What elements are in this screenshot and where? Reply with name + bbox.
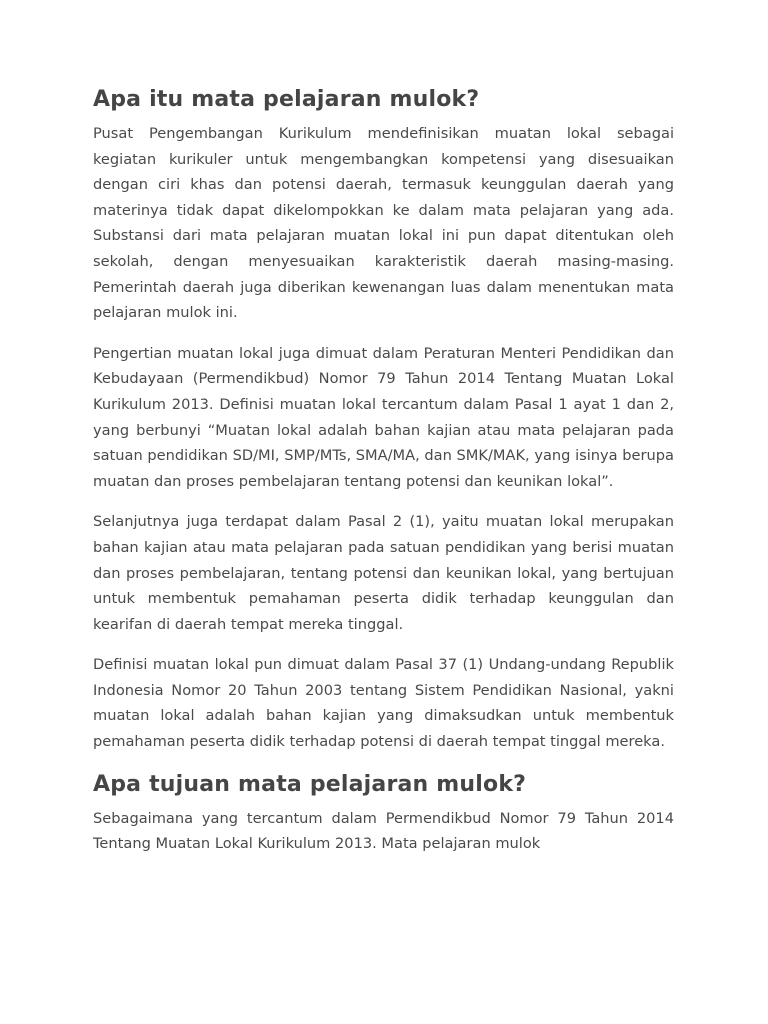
paragraph-definition-3: Selanjutnya juga terdapat dalam Pasal 2 (1), yaitu muatan lokal merupakan bahan kajian atau mata pelajaran pada satuan pendidikan yang berisi muatan dan proses pembelajaran, tentang potensi dan keunikan lokal, yang bertujuan untuk membentuk pemahaman peserta didik terhadap keunggulan dan kearifan di daerah tempat mereka tinggal.: [93, 513, 674, 633]
paragraph-definition-1: Pusat Pengembangan Kurikulum mendefinisikan muatan lokal sebagai kegiatan kurikuler untuk mengembangkan kompetensi yang disesuaikan dengan ciri khas dan potensi daerah, termasuk keunggulan daerah yang materinya tidak dapat dikelompokkan ke dalam mata pelajaran yang ada. Substansi dari mata pelajaran muatan lokal ini pun dapat ditentukan oleh sekolah, dengan menyesuaikan karakteristik daerah masing-masing. Pemerintah daerah juga diberikan kewenangan luas dalam menentukan mata pelajaran mulok ini.: [93, 125, 674, 322]
paragraph-purpose-1: Sebagaimana yang tercantum dalam Permendikbud Nomor 79 Tahun 2014 Tentang Muatan Lokal Kurikulum 2013. Mata pelajaran mulok: [93, 809, 674, 853]
document-page: [93, 85, 674, 857]
section-heading-definition: Apa itu mata pelajaran mulok?: [93, 87, 480, 112]
paragraph-definition-4: Definisi muatan lokal pun dimuat dalam Pasal 37 (1) Undang-undang Republik Indonesia Nomor 20 Tahun 2003 tentang Sistem Pendidikan Nasional, yakni muatan lokal adalah bahan kajian yang dimaksudkan untuk membentuk pemahaman peserta didik terhadap potensi di daerah tempat tinggal mereka.: [93, 656, 674, 751]
paragraph-definition-2: Pengertian muatan lokal juga dimuat dalam Peraturan Menteri Pendidikan dan Kebudayaan (Permendikbud) Nomor 79 Tahun 2014 Tentang Muatan Lokal Kurikulum 2013. Definisi muatan lokal tercantum dalam Pasal 1 ayat 1 dan 2, yang berbunyi “Muatan lokal adalah bahan kajian atau mata pelajaran pada satuan pendidikan SD/MI, SMP/MTs, SMA/MA, dan SMK/MAK, yang isinya berupa muatan dan proses pembelajaran tentang potensi dan keunikan lokal”.: [93, 344, 674, 490]
section-heading-purpose: Apa tujuan mata pelajaran mulok?: [93, 771, 527, 797]
